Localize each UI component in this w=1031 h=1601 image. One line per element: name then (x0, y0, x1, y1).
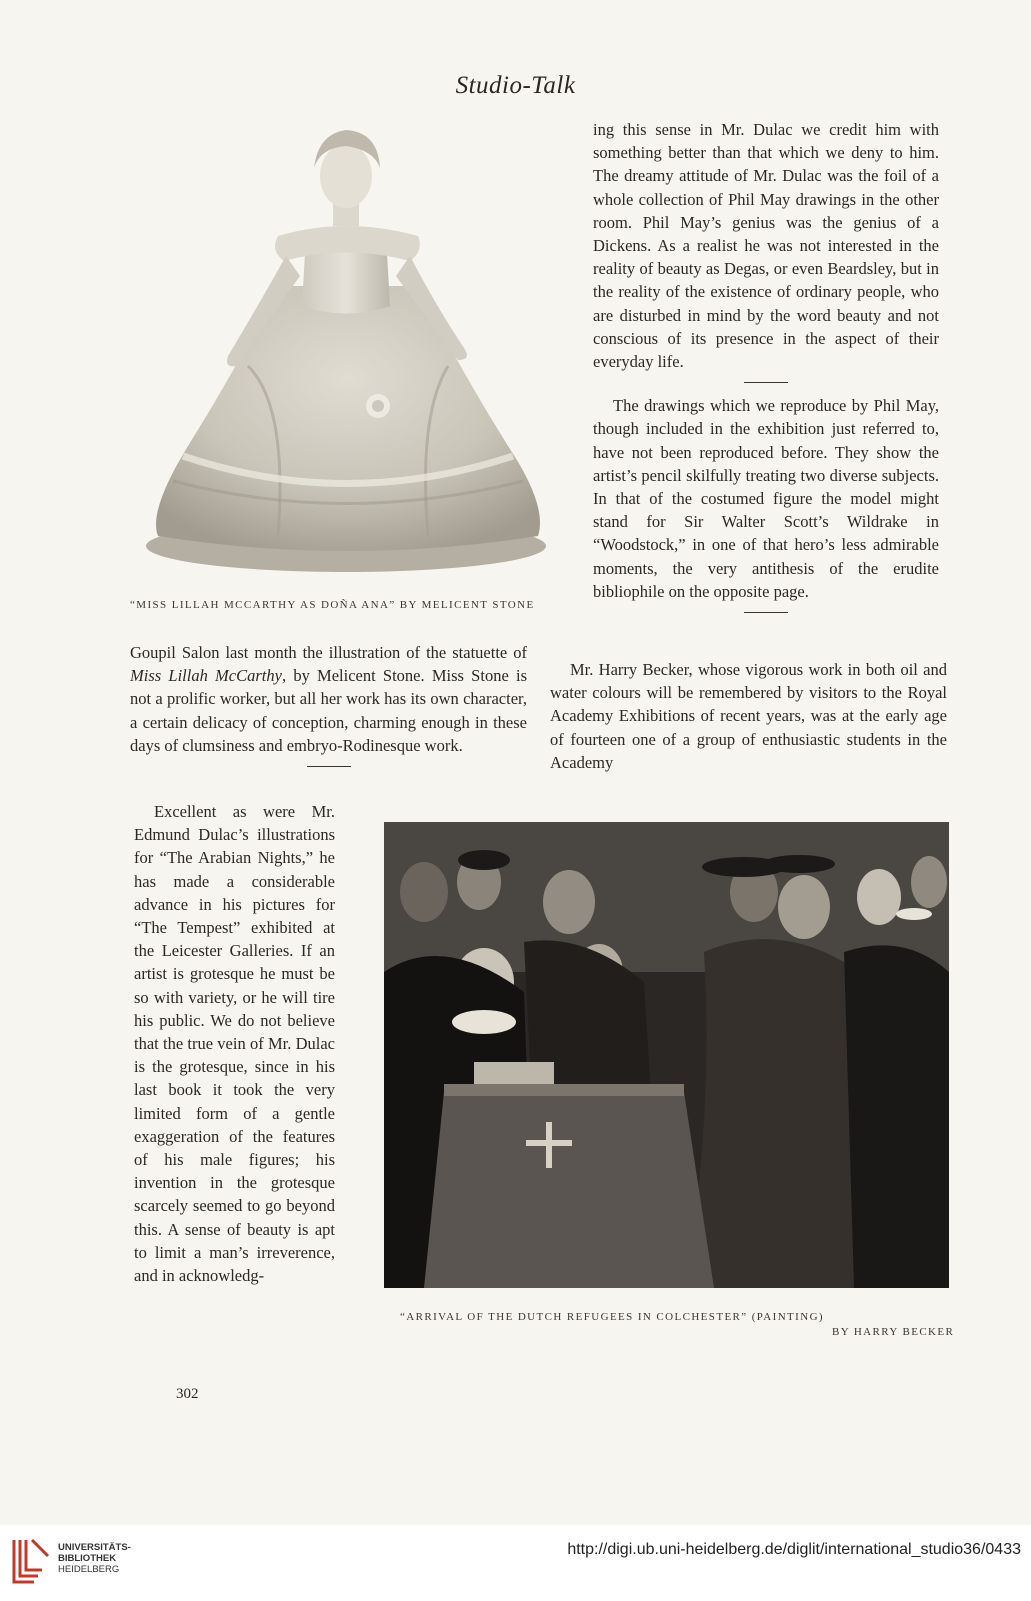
right-column-becker (550, 658, 947, 774)
painting-illustration (384, 822, 949, 1288)
paragraph-dulac-continued: ing this sense in Mr. Dulac we credit him with something better than that which we deny to him. The dreamy attitude of Mr. Dulac was the foil of a whole collection of Phil May drawings in the other room. Phil May’s genius was the genius of a Dickens. As a realist he was not interested in the reality of beauty as Degas, or even Beardsley, but in the reality of the existence of ordinary people, who are disturbed in mind by the word beauty and not conscious of its presence in the aspect of their everyday life. (593, 120, 939, 372)
section-divider (307, 766, 351, 767)
statuette-caption: “MISS LILLAH MCCARTHY AS DOÑA ANA” BY MELICENT STONE (130, 599, 535, 611)
library-name-line2: BIBLIOTHEK (58, 1553, 117, 1564)
painting-caption-artist: BY HARRY BECKER (832, 1326, 955, 1338)
statuette-title: Miss Lillah McCarthy (130, 666, 282, 686)
library-name (58, 1542, 131, 1575)
left-column-bottom (134, 800, 335, 1287)
section-divider (744, 382, 788, 383)
goupil-text-before: Goupil Salon last month the illustration of the statuette of (130, 643, 527, 662)
paragraph-harry-becker: Mr. Harry Becker, whose vigorous work in both oil and water colours will be remembered by visitors to the Royal Academy Exhibitions of recent years, was at the early age of fourteen one of a group of enthusiastic students in the Academy (550, 660, 947, 772)
statuette-illustration (128, 116, 564, 576)
source-url-link[interactable]: http://digi.ub.uni-heidelberg.de/diglit/international_studio36/0433 (567, 1541, 1021, 1558)
page-number: 302 (176, 1386, 199, 1402)
running-title: Studio-Talk (455, 72, 576, 99)
footer-bar (0, 1525, 1031, 1601)
goupil-text-after: , by Melicent Stone. Miss Stone is not a prolific worker, but all her work has its own character, a certain delicacy of conception, charming enough in these days of clumsiness and embryo-Rodinesque work. (130, 666, 527, 755)
right-column-top (593, 118, 939, 624)
university-library-logo-icon (10, 1536, 52, 1586)
section-divider (744, 612, 788, 613)
library-name-line1: UNIVERSITÄTS- (58, 1542, 131, 1553)
paragraph-dulac: Excellent as were Mr. Edmund Dulac’s illustrations for “The Arabian Nights,” he has made a considerable advance in his pictures for “The Tempest” exhibited at the Leicester Galleries. If an artist is grotesque he must be so with variety, or he will tire his public. We do not believe that the true vein of Mr. Dulac is the grotesque, since in his last book it took the very limited form of a gentle exaggeration of the features of his male figures; his invention in the grotesque scarcely seemed to go beyond this. A sense of beauty is apt to limit a man’s irreverence, and in acknowledg- (134, 802, 335, 1286)
left-column-middle (130, 641, 527, 778)
paragraph-phil-may: The drawings which we reproduce by Phil May, though included in the exhibition just referred to, have not been reproduced before. They show the artist’s pencil skilfully treating two diverse subjects. In that of the costumed figure the model might stand for Sir Walter Scott’s Wildrake in “Woodstock,” in one of that hero’s less admirable moments, the very antithesis of the erudite bibliophile on the opposite page. (593, 396, 939, 601)
painting-caption-title: “ARRIVAL OF THE DUTCH REFUGEES IN COLCHESTER” (PAINTING) (400, 1311, 824, 1323)
library-name-line3: HEIDELBERG (58, 1564, 120, 1575)
paragraph-goupil-salon (130, 641, 527, 757)
